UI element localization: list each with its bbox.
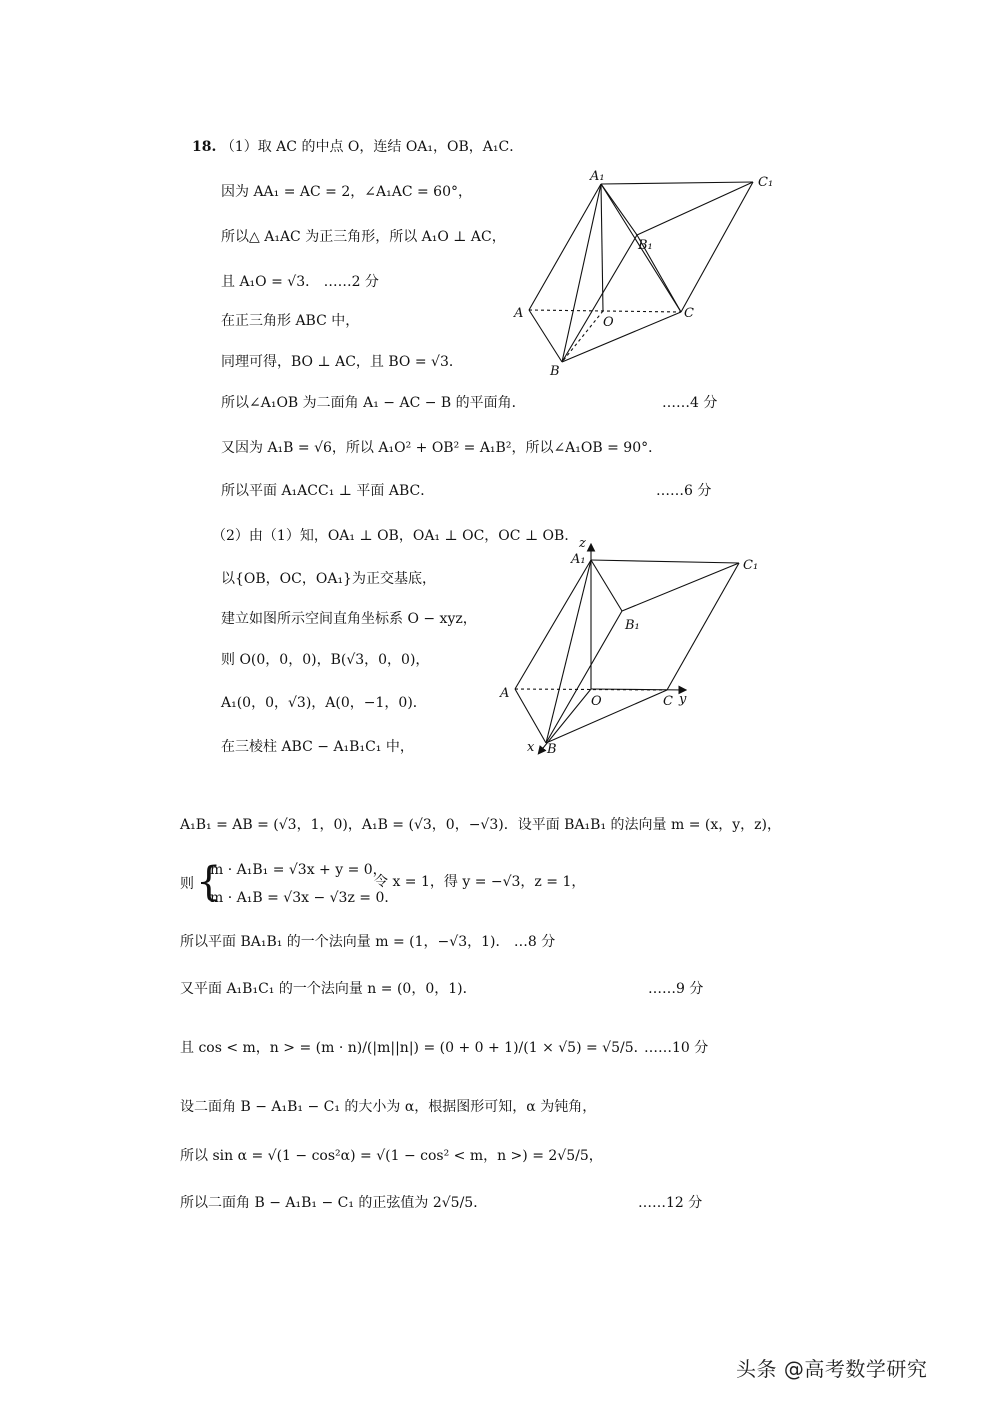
system-eq1: m · A₁B₁ = √3x + y = 0，: [210, 862, 387, 878]
score-8: …8 分: [513, 934, 556, 950]
system-prefix: 则: [180, 876, 194, 892]
proof-line-3: 且 A₁O = √3． ……2 分: [221, 274, 379, 290]
system-brace: {: [196, 859, 222, 905]
label-A1: A₁: [590, 169, 605, 184]
proof-line-6: 所以∠A₁OB 为二面角 A₁ − AC − B 的平面角．: [221, 395, 526, 411]
label-B1: B₁: [638, 238, 653, 253]
label-C: C: [684, 306, 694, 321]
sin-line: 所以 sin α = √(1 − cos²α) = √(1 − cos² < m，n >) = 2√5/5，: [180, 1148, 603, 1164]
proof-line-1: 因为 AA₁ = AC = 2，∠A₁AC = 60°，: [221, 184, 472, 200]
edge-A1C1: [601, 182, 753, 184]
proof-line-4: 在正三角形 ABC 中，: [221, 313, 360, 329]
label-z: z: [579, 536, 586, 551]
label-B1: B₁: [625, 618, 640, 633]
edge-C1C: [667, 563, 739, 690]
score-9: ……9 分: [648, 981, 704, 997]
normal-n-line: 又平面 A₁B₁C₁ 的一个法向量 n = (0，0，1)．: [180, 981, 477, 997]
edge-AB: [515, 689, 546, 743]
proof-line-2: 所以△ A₁AC 为正三角形，所以 A₁O ⊥ AC，: [221, 229, 506, 245]
score-12: ……12 分: [638, 1195, 703, 1211]
label-C: C: [663, 694, 673, 709]
conclusion-line: 所以二面角 B − A₁B₁ − C₁ 的正弦值为 2√5/5．: [180, 1195, 488, 1211]
edge-BC: [546, 690, 667, 743]
watermark: 头条 @高考数学研究: [736, 1357, 928, 1381]
part2-line-1: 以{OB，OC，OA₁}为正交基底，: [221, 571, 436, 587]
normal-m-line: 所以平面 BA₁B₁ 的一个法向量 m = (1，−√3，1)． …8 分: [180, 934, 556, 950]
proof-line-8: 所以平面 A₁ACC₁ ⊥ 平面 ABC．: [221, 483, 435, 499]
part2-line-4: A₁(0，0，√3)，A(0，−1，0)．: [221, 695, 427, 711]
label-C1: C₁: [758, 175, 774, 190]
problem-header: [192, 137, 523, 157]
part2-line-2: 建立如图所示空间直角坐标系 O − xyz，: [221, 611, 477, 627]
edge-BB1: [562, 235, 637, 362]
prism-figure-1: [510, 165, 780, 375]
edge-A1B: [546, 560, 591, 743]
label-O: O: [603, 315, 614, 330]
score-10: ……10 分: [644, 1040, 709, 1056]
score-4: ……4 分: [662, 395, 718, 411]
label-A: A: [500, 686, 510, 701]
label-O: O: [591, 694, 602, 709]
proof-line-5: 同理可得，BO ⊥ AC，且 BO = √3．: [221, 354, 463, 370]
part1-header: （1）取 AC 的中点 O，连结 OA₁，OB，A₁C．: [220, 139, 524, 155]
part2-header: （2）由（1）知，OA₁ ⊥ OB，OA₁ ⊥ OC，OC ⊥ OB．: [212, 528, 579, 544]
vector-line: A₁B₁ = AB = (√3，1，0)，A₁B = (√3，0，−√3)．设平面 BA₁B₁ 的法向量 m = (x，y，z)，: [180, 817, 781, 833]
label-B: B: [547, 742, 557, 757]
edge-B1C1: [637, 182, 753, 235]
cos-line: 且 cos < m，n > = (m · n)/(|m||n|) = (0 + 0 + 1)/(1 × √5) = √5/5．: [180, 1040, 648, 1056]
edge-BB1: [546, 611, 622, 743]
edge-A1B: [562, 184, 601, 362]
score-6: ……6 分: [656, 483, 712, 499]
prism-figure-2: [495, 533, 775, 763]
problem-number: 18.: [192, 139, 217, 155]
score-2: ……2 分: [323, 274, 379, 290]
label-A1: A₁: [571, 552, 586, 567]
label-B: B: [550, 364, 560, 375]
edge-BC: [562, 312, 681, 362]
part2-line-3: 则 O(0，0，0)，B(√3，0，0)，: [221, 652, 430, 668]
proof-line-7: 又因为 A₁B = √6，所以 A₁O² + OB² = A₁B²，所以∠A₁OB = 90°．: [221, 440, 663, 456]
label-x: x: [527, 740, 535, 755]
edge-A1C1: [591, 560, 739, 563]
dihedral-line: 设二面角 B − A₁B₁ − C₁ 的大小为 α，根据图形可知，α 为钝角，: [180, 1099, 597, 1115]
label-C1: C₁: [743, 558, 759, 573]
label-y: y: [679, 692, 687, 707]
segment-A1O: [601, 184, 603, 311]
edge-AB: [529, 310, 562, 362]
edge-A1A: [515, 560, 591, 689]
edge-A1A: [529, 184, 601, 310]
system-eq2: m · A₁B = √3x − √3z = 0．: [210, 890, 399, 906]
system-suffix: 令 x = 1，得 y = −√3，z = 1，: [374, 874, 586, 890]
part2-line-5: 在三棱柱 ABC − A₁B₁C₁ 中，: [221, 739, 414, 755]
edge-A1B1: [591, 560, 622, 611]
segment-AC: [529, 310, 681, 312]
edge-B1C1: [622, 563, 739, 611]
edge-C1C: [681, 182, 753, 312]
label-A: A: [514, 306, 524, 321]
